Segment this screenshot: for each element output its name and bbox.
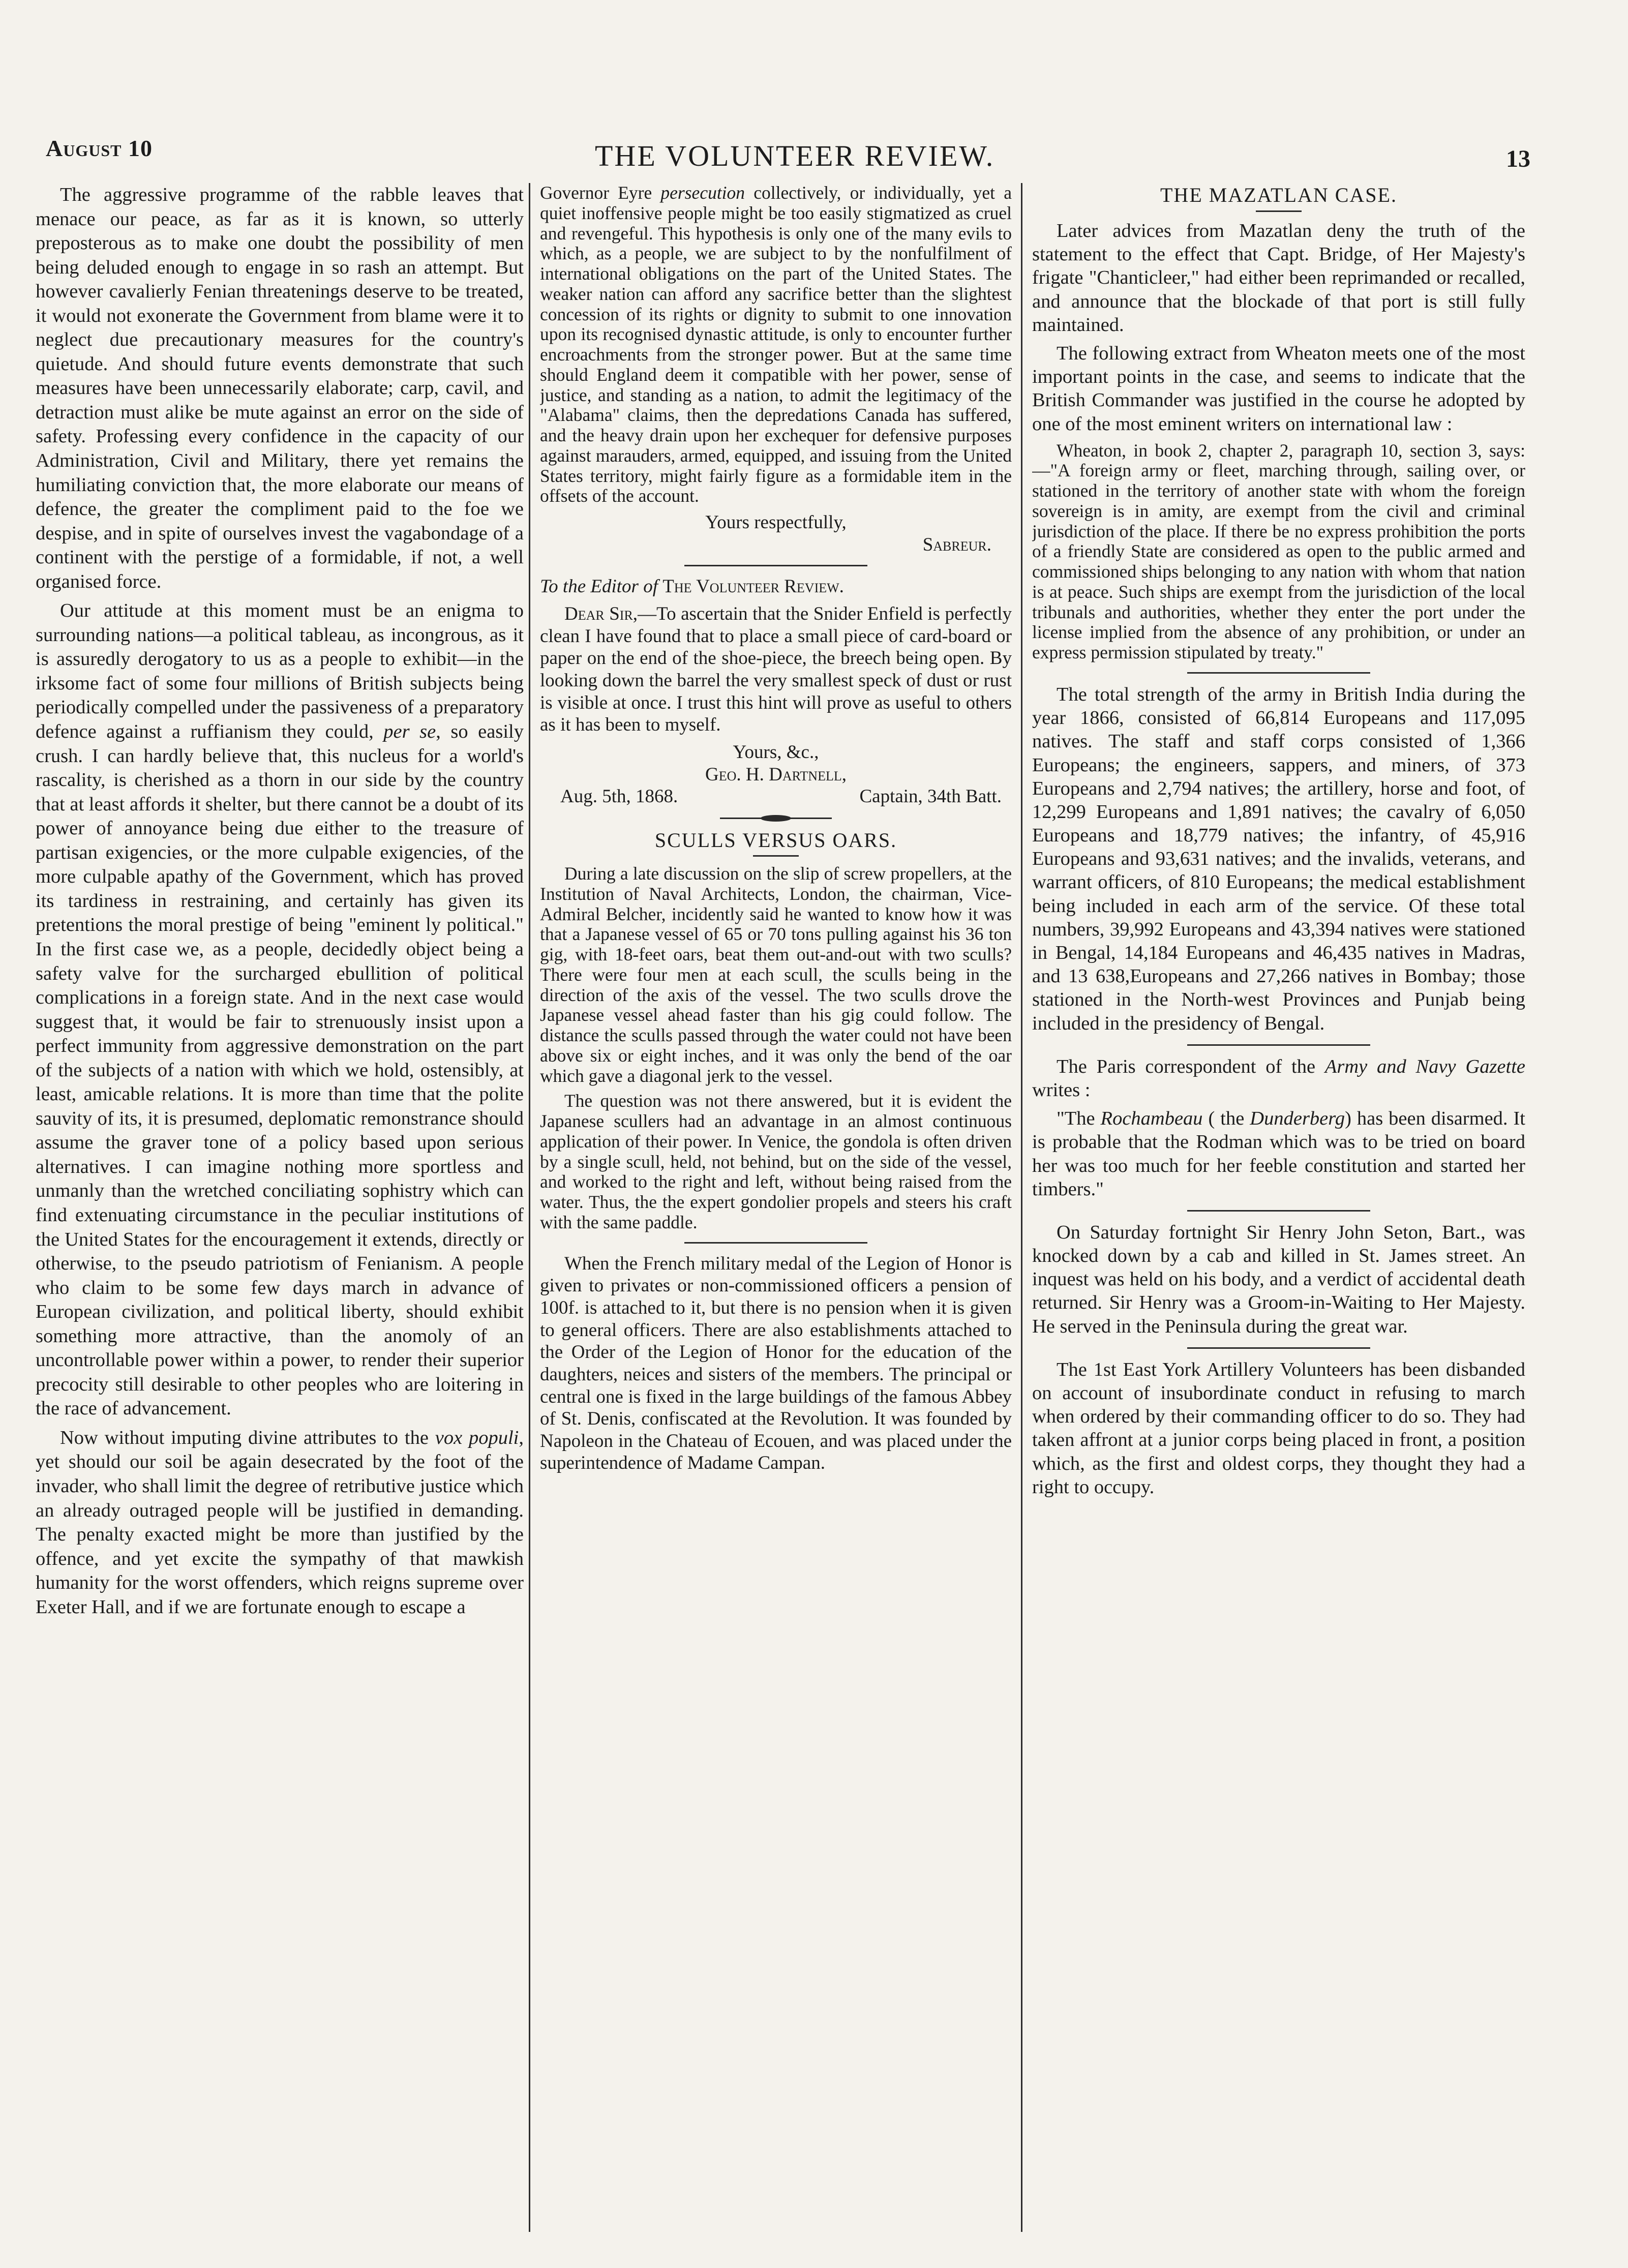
column-rule-right	[1021, 183, 1022, 2232]
heading-rule	[753, 855, 799, 857]
snider-rank: Captain, 34th Batt.	[859, 786, 1002, 807]
section-divider	[684, 565, 867, 566]
column-letters	[540, 183, 1012, 2237]
editor-salutation: To the Editor of The Volunteer Review.	[540, 576, 844, 597]
section-divider	[1187, 1210, 1370, 1212]
column-news	[1032, 183, 1525, 2237]
issue-date: August 10	[46, 135, 153, 161]
section-divider	[1187, 672, 1370, 674]
section-divider	[684, 1242, 867, 1244]
snider-letter: Dear Sir,—To ascertain that the Snider Enfield is perfectly clean I have found that to place a small piece of card-board or paper on the end of the shoe-piece, the breech being open. By looking down the barrel the very smallest speck of dust or rust is visible at once. I trust this hint will prove as useful to others as it has been to myself.	[540, 603, 1012, 736]
army-strength-paragraph: The total strength of the army in British India during the year 1866, consisted of 66,814 Europeans and 117,095 natives. The staff and staff corps consisted of 1,366 Europeans; the engineers, sappers, and miners, of 373 Europeans and 2,794 natives; the artillery, horse and foot, of 12,299 Europeans and 1,891 natives; the cavalry of 6,050 Europeans and 18,779 natives; the infantry, of 45,916 Europeans and 93,631 natives; and the invalids, veterans, and warrant officers, of 810 Europeans; the medical establishment being included in each arm of the service. Of these total numbers, 39,992 Europeans and 43,394 natives were stationed in Bengal, 14,184 Europeans and 46,435 natives in Madras, and 13 638,Europeans and 27,266 natives in Bombay; those stationed in the North-west Provinces and Punjab being included in the presidency of Bengal.	[1032, 683, 1525, 1034]
letter-continuation: Governor Eyre persecution collectively, or individually, yet a quiet inoffensive people might be too easily stigmatized as cruel and revengeful. This hypothesis is only one of the many evils to which, as a people, we are subject to by the nonfulfilment of international obligations on the part of the United States. The weaker nation can afford any sacrifice better than the slightest concession of its rights or dignity to submit to one innovation upon its recognised dynastic attitude, is only to encounter further encroachments from the stronger power. But at the same time should England deem it compatible with her power, sense of justice, and standing as a nation, to admit the legitimacy of the "Alabama" claims, then the depredations Canada has suffered, and the heavy drain upon her exchequer for defensive purposes against marauders, armed, equipped, and issuing from the United States territory, might fairly figure as a formidable item in the offsets of the account.	[540, 183, 1012, 506]
column-rule-left	[529, 183, 530, 2232]
rochambeau-quote: "The Rochambeau ( the Dunderberg) has been disarmed. It is probable that the Rodman which was to be tried on board her was too much for her feeble constitution and started her timbers."	[1032, 1108, 1525, 1200]
sculls-heading: SCULLS VERSUS OARS.	[654, 828, 897, 852]
sculls-paragraph-2: The question was not there answered, but it is evident the Japanese scullers had an advantage in an almost continuous application of their power. In Venice, the gondola is often driven by a single scull, held, not behind, but on the side of the vessel, and worked to the right and left, without being raised from the water. Thus, the the expert gondolier propels and steers his craft with the same paddle.	[540, 1091, 1012, 1232]
wheaton-quote: Wheaton, in book 2, chapter 2, paragraph 10, section 3, says:—"A foreign army or fleet, marching through, sailing over, or stationed in the territory of another state with whom the foreign sovereign is in amity, are exempt from the civil and criminal jurisdiction of the place. If there be no express prohibition the ports of a friendly State are considered as open to the public armed and commissioned ships belonging to any nation with whom that nation is at peace. Such ships are exempt from the jurisdiction of the local tribunals and authorities, whether they enter the port under the license implied from the absence of any prohibition, or under an express permission stipulated by treaty."	[1032, 440, 1525, 663]
page-number: 13	[1506, 145, 1530, 172]
sculls-paragraph-1: During a late discussion on the slip of screw propellers, at the Institution of Naval Architects, London, the chairman, Vice-Admiral Belcher, incidently said he wanted to know how it was that a Japanese vessel of 65 or 70 tons pulling against his 36 ton gig, with 18-feet oars, beat them out-and-out with two sculls? There were four men at each scull, the sculls being in the direction of the axis of the vessel. The two sculls drove the Japanese vessel ahead faster than his gig could follow. The distance the sculls passed through the water could not have been above six or eight inches, and it was only the bend of the oar which gave a diagonal jerk to the vessel.	[540, 863, 1012, 1086]
ornamental-divider	[720, 815, 832, 821]
masthead-title: THE VOLUNTEER REVIEW.	[595, 139, 995, 172]
page-header	[46, 125, 1530, 175]
snider-closing: Yours, &c.,	[733, 741, 819, 763]
paris-correspondent: The Paris correspondent of the Army and Navy Gazette writes :	[1032, 1055, 1525, 1101]
letter-closing: Yours respectfully,	[705, 512, 847, 533]
mazatlan-paragraph-2: The following extract from Wheaton meets one of the most important points in the case, and seems to indicate that the British Commander was justified in the course he adopted by one of the most eminent writers on international law :	[1032, 342, 1525, 435]
editorial-paragraph-2: Our attitude at this moment must be an enigma to surrounding nations—a political tableau, as incongrous, as it is assuredly derogatory to us as a people to exhibit—in the irksome fact of some four millions of British subjects being periodically compelled under the passiveness of a preparatory defence against a ruffianism they could, per se, so easily crush. I can hardly believe that, this nucleus for a world's rascality, is cherished as a thorn in our side by the country that at least affords it shelter, but there cannot be a doubt of its power of annoyance being due either to the treasure of partisan exigencies, or the more culpable exigencies, of the more culpable apathy of the Government, which has proved its tardiness in restraining, and certainly has given its pretentions the moral prestige of being "eminent ly political." In the first case we, as a people, decidedly object being a safety valve for the surcharged ebullition of political complications in a foreign state. And in the next case would suggest that, it would be fair to strenuously insist upon a perfect immunity from aggressive demonstration on the part of the subjects of a nation with which we hold, ostensibly, at least, amicable relations. It is more than time that the polite sauvity of its, it is presumed, deplomatic remonstrance should assume the graver tone of a policy based upon serious alternatives. I can imagine nothing more sportless and unmanly than the wretched conciliating sophistry which can find extenuating circumstance in the peculiar institutions of the United States for the encouragement it extends, directly or otherwise, to the pseudo patriotism of Fenianism. A people who claim to be some few days march in advance of European civilization, and political liberty, should exhibit something more attractive, than the anomoly of an uncontrollable power within a power, to render their superior precocity still desirable to other peoples who are loitering in the race of advancement.	[36, 600, 524, 1419]
heading-rule	[1256, 210, 1302, 212]
mazatlan-heading: THE MAZATLAN CASE.	[1160, 184, 1397, 206]
york-artillery-paragraph: The 1st East York Artillery Volunteers has been disbanded on account of insubordinate conduct in refusing to march when ordered by their commanding officer to do so. They had taken affront at a junior corps being placed in front, a position which, as the first and oldest corps, they thought they had a right to occupy.	[1032, 1358, 1525, 1498]
snider-signer: Geo. H. Dartnell,	[705, 764, 847, 785]
snider-date: Aug. 5th, 1868.	[560, 786, 678, 807]
editorial-paragraph-3: Now without imputing divine attributes to the vox populi, yet should our soil be again desecrated by the foot of the invader, who shall limit the degree of retributive justice which an already outraged people will be justified in demanding. The penalty exacted might be more than justified by the offence, and yet excite the sympathy of that mawkish humanity for the worst offenders, which reigns supreme over Exeter Hall, and if we are fortunate enough to escape a	[36, 1427, 524, 1618]
seton-paragraph: On Saturday fortnight Sir Henry John Seton, Bart., was knocked down by a cab and killed in St. James street. An inquest was held on his body, and a verdict of accidental death returned. Sir Henry was a Groom-in-Waiting to Her Majesty. He served in the Peninsula during the great war.	[1032, 1221, 1525, 1337]
section-divider	[1187, 1347, 1370, 1349]
snider-signature-row	[540, 785, 1012, 808]
editorial-paragraph-1: The aggressive programme of the rabble leaves that menace our peace, as far as it is known, so utterly preposterous as to make one doubt the possibility of men being deluded enough to engage in so rash an attempt. But however cavalierly Fenian threatenings deserve to be treated, it would not exonerate the Government from blame were it to neglect due precautionary measures for the country's quietude. And should future events demonstrate that such measures have been unnecessarily elaborate; carp, cavil, and detraction must alike be mute against an error on the side of safety. Professing every confidence in the capacity of our Administration, Civil and Military, there yet remains the humiliating conviction that, the more elaborate our means of defence, the greater the compliment paid to the foe we despise, and in spite of ourselves invest the vagabondage of a continent with the perstige of a formidable, if not, a well organised force.	[36, 184, 524, 592]
letter-signature: Sabreur.	[922, 534, 991, 555]
column-editorial	[36, 183, 524, 2237]
section-divider	[1187, 1044, 1370, 1046]
mazatlan-paragraph-1: Later advices from Mazatlan deny the truth of the statement to the effect that Capt. Bridge, of Her Majesty's frigate "Chanticleer," had either been reprimanded or recalled, and announce that the blockade of that port is still fully maintained.	[1032, 220, 1525, 336]
legion-paragraph: When the French military medal of the Legion of Honor is given to privates or non-commissioned officers a pension of 100f. is attached to it, but there is no pension when it is given to general officers. There are also establishments attached to the Order of the Legion of Honor for the education of the daughters, neices and sisters of the members. The principal or central one is fixed in the large buildings of the famous Abbey of St. Denis, confiscated at the Revolution. It was founded by Napoleon in the Chateau of Ecouen, and was placed under the superintendence of Madame Campan.	[540, 1253, 1012, 1474]
